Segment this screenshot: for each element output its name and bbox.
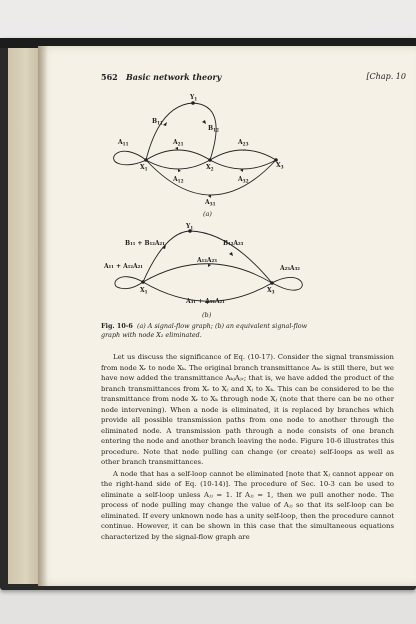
paragraph-2: A node that has a self-loop cannot be eliminated [note that Xⱼ cannot appear on the right-hand side of Eq. (10-14)]. The procedure of Sec. 10-3 can be used to eliminate a self-loop unless Aⱼⱼ = 1. If Aⱼⱼ = 1, then we pull another node. The process of node pulling may change the value of Aⱼⱼ so that its self-loop can be eliminated. If every unknown node has a unity self-loop, then the procedure cannot continue. However, it can be shown in this case that the simultaneous equations characterized by the signal-flow graph are: [101, 469, 394, 541]
label-a12: $A_{12}$: [173, 176, 184, 184]
figure-caption: [101, 322, 316, 340]
figure-a-label: (a): [203, 210, 212, 218]
arrow-a32: [240, 169, 243, 172]
label-b-right: B₁₂A₂₃: [223, 240, 244, 247]
figure-a-nodes: [144, 101, 278, 198]
node-x1: [144, 158, 148, 162]
figure-b-label: (b): [202, 311, 212, 319]
figure-caption-text: (a) A signal-flow graph; (b) an equivalent signal-flow graph with node X₂ eliminated.: [101, 322, 308, 339]
figure-b-labels: [103, 223, 300, 319]
label-a11: $A_{11}$: [118, 139, 129, 147]
label-top-arc: A₁₂A₂₃: [197, 257, 217, 264]
arrow-top-b: [208, 264, 211, 267]
label-a32: $A_{32}$: [238, 176, 249, 184]
chapter-label: [Chap. 10: [366, 72, 406, 81]
label-x2: $X_2$: [206, 164, 214, 172]
arc-a12: [146, 160, 210, 169]
label-b-left: B₁₁ + B₁₂A₂₁: [125, 240, 165, 247]
arrow-a12: [178, 169, 181, 172]
arrow-a21: [175, 147, 178, 150]
label-x3: $X_3$: [276, 162, 284, 170]
label-y1-b: $Y_1$: [186, 223, 194, 231]
body-text: [101, 352, 394, 543]
page-number: 562: [101, 72, 118, 82]
label-b12: $B_{12}$: [208, 125, 219, 133]
node-x3-b: [270, 281, 274, 285]
node-y1: [191, 101, 195, 105]
label-a31: $A_{31}$: [205, 199, 216, 207]
arrow-a31: [208, 195, 211, 198]
running-title: Basic network theory: [126, 72, 222, 82]
arc-y1-branches: [146, 103, 216, 160]
figure-number: Fig. 10-6: [101, 322, 133, 330]
label-a21: $A_{21}$: [173, 139, 184, 147]
arc-a32: [210, 160, 276, 169]
label-loop-left: A₁₁ + A₁₂A₂₁: [104, 263, 143, 270]
arrow-b-right: [229, 252, 233, 256]
arc-a23: [210, 150, 276, 160]
arrow-b11: [163, 122, 167, 126]
label-b11: $B_{11}$: [152, 118, 163, 126]
arc-a31: [146, 160, 276, 195]
paragraph-1: Let us discuss the significance of Eq. (10-17). Consider the signal transmission from node Xᵣ to node Xₖ. The original branch transmittance Aₖᵣ is still there, but we have now added the transmittance AₖⱼAⱼᵣ; that is, we have added the product of the branch transmittances from Xᵣ to Xⱼ and Xⱼ to Xₖ. This can be considered to be the transmittance from node Xᵣ to Xₖ through node Xⱼ (note that there can be no other node intervening). When a node is eliminated, it is replaced by branches which provide all possible transmission paths from one node to another through the eliminated node. A transmission path through a node consists of one branch entering the node and another branch leaving the node. Figure 10-6 illustrates this procedure. Note that node pulling can change (or create) self-loops as well as other branch transmittances.: [101, 353, 394, 466]
node-x1-b: [141, 280, 145, 284]
arc-top-b: [143, 264, 272, 283]
loop-a11: [114, 151, 146, 165]
arrow-b12: [202, 120, 206, 124]
loop-left-b: [115, 277, 143, 289]
arc-a21: [146, 150, 210, 160]
label-x1-b: $X_1$: [140, 287, 148, 295]
label-bottom-arc: A₃₁ + A₃₂A₂₁: [186, 298, 225, 305]
label-loop-right: A₂₃A₃₂: [280, 265, 300, 272]
node-x2: [208, 158, 212, 162]
label-x3-b: $X_3$: [267, 287, 275, 295]
label-x1: $X_1$: [140, 164, 148, 172]
label-a23: $A_{23}$: [238, 139, 249, 147]
label-y1: $Y_1$: [190, 94, 198, 102]
figure-a: [114, 103, 276, 195]
figure-a-labels: [117, 94, 284, 218]
loop-right-b: [272, 277, 302, 290]
